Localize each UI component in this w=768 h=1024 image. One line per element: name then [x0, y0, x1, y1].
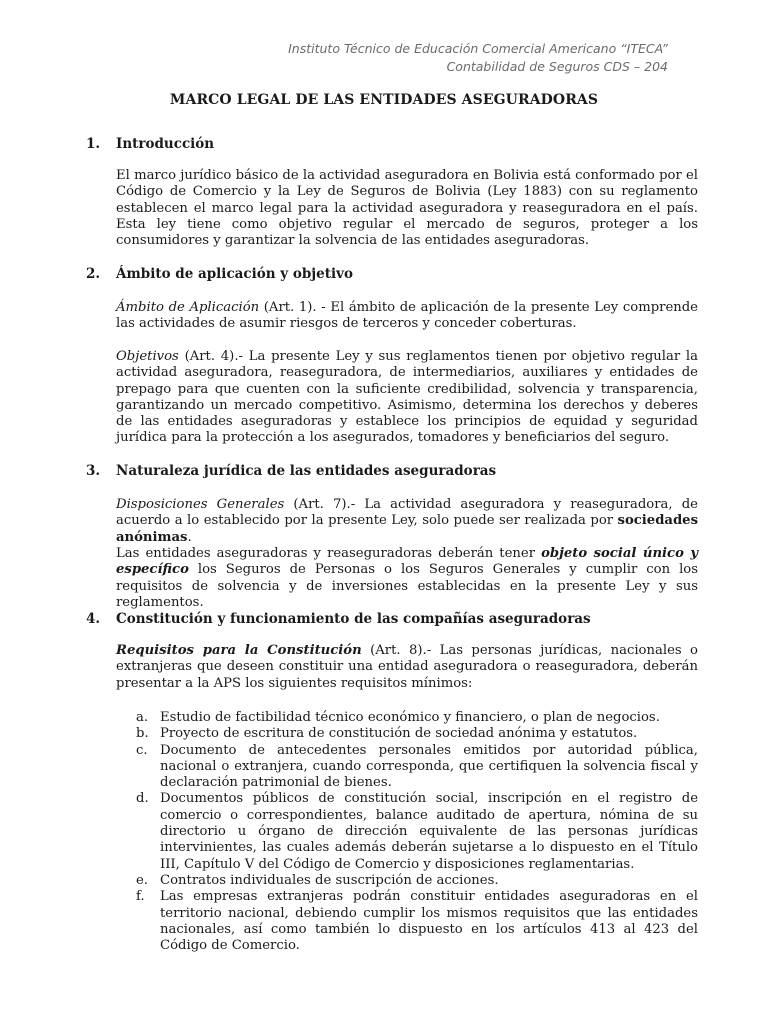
document-title: MARCO LEGAL DE LAS ENTIDADES ASEGURADORAS	[169, 92, 599, 108]
section-heading-4: 4. Constitución y funcionamiento de las compañías aseguradoras	[86, 611, 591, 627]
header-institution: Instituto Técnico de Educación Comercial Americano “ITECA”	[288, 41, 668, 56]
section-heading-3: 3. Naturaleza jurídica de las entidades aseguradoras	[86, 463, 497, 479]
list-item: f. Las empresas extranjeras podrán constituir entidades aseguradoras en el territorio nacional, debiendo cumplir los mismos requisitos que las entidades nacionales, así como también lo dispuesto en los artículos 413 al 423 del Código de Comercio.	[136, 889, 698, 954]
list-item: b. Proyecto de escritura de constitución de sociedad anónima y estatutos.	[136, 726, 638, 742]
list-item: d. Documentos públicos de constitución social, inscripción en el registro de comercio o correspondientes, balance auditado de apertura, nómina de su directorio u órgano de dirección equivalente de las personas jurídicas intervinientes, las cuales además deberán sujetarse a lo dispuesto en el Título III, Capítulo V del Código de Comercio y disposiciones reglamentarias.	[136, 791, 698, 872]
section-heading-1: 1. Introducción	[86, 136, 215, 152]
list-item: e. Contratos individuales de suscripción de acciones.	[136, 872, 499, 888]
list-item: c. Documento de antecedentes personales emitidos por autoridad pública, nacional o extranjera, cuando corresponda, que certifiquen la solvencia fiscal y declaración patrimonial de bienes.	[136, 742, 698, 791]
section-3-paragraph-2: Las entidades aseguradoras y reaseguradoras deberán tener objeto social único y específico los Seguros de Personas o los Seguros Generales y cumplir con los requisitos de solvencia y de inversiones establecidas en la presente Ley y sus reglamentos.	[116, 546, 698, 610]
section-1-paragraph: El marco jurídico básico de la actividad aseguradora en Bolivia está conformado por el Código de Comercio y la Ley de Seguros de Bolivia (Ley 1883) con su reglamento establecen el marco legal para la actividad aseguradora y reaseguradora en el país. Esta ley tiene como objetivo regular el mercado de seguros, proteger a los consumidores y garantizar la solvencia de las entidades aseguradoras.	[116, 168, 698, 249]
section-3-paragraph-1: Disposiciones Generales (Art. 7).- La actividad aseguradora y reaseguradora, de acuerdo a lo establecido por la presente Ley, solo puede ser realizada por sociedades anónimas.	[116, 497, 698, 545]
section-2-paragraph-1: Ámbito de Aplicación (Art. 1). - El ámbito de aplicación de la presente Ley comprende las actividades de asumir riesgos de terceros y conceder coberturas.	[116, 300, 698, 332]
list-item: a. Estudio de factibilidad técnico económico y financiero, o plan de negocios.	[136, 710, 660, 725]
section-heading-2: 2. Ámbito de aplicación y objetivo	[86, 266, 353, 282]
section-2-paragraph-2: Objetivos (Art. 4).- La presente Ley y sus reglamentos tienen por objetivo regular la actividad aseguradora, reaseguradora, de intermediarios, auxiliares y entidades de prepago para que cuenten con la suficiente credibilidad, solvencia y transparencia, garantizando un mercado competitivo. Asimismo, determina los derechos y deberes de las entidades aseguradoras y establece los principios de equidad y seguridad jurídica para la protección a los asegurados, tomadores y beneficiarios del seguro.	[116, 349, 698, 446]
section-4-paragraph-1: Requisitos para la Constitución (Art. 8).- Las personas jurídicas, nacionales o extranjeras que deseen constituir una entidad aseguradora o reaseguradora, deberán presentar a la APS los siguientes requisitos mínimos:	[116, 643, 699, 691]
document-header	[288, 40, 668, 76]
header-course: Contabilidad de Seguros CDS – 204	[446, 59, 668, 74]
requirements-list	[136, 710, 698, 954]
